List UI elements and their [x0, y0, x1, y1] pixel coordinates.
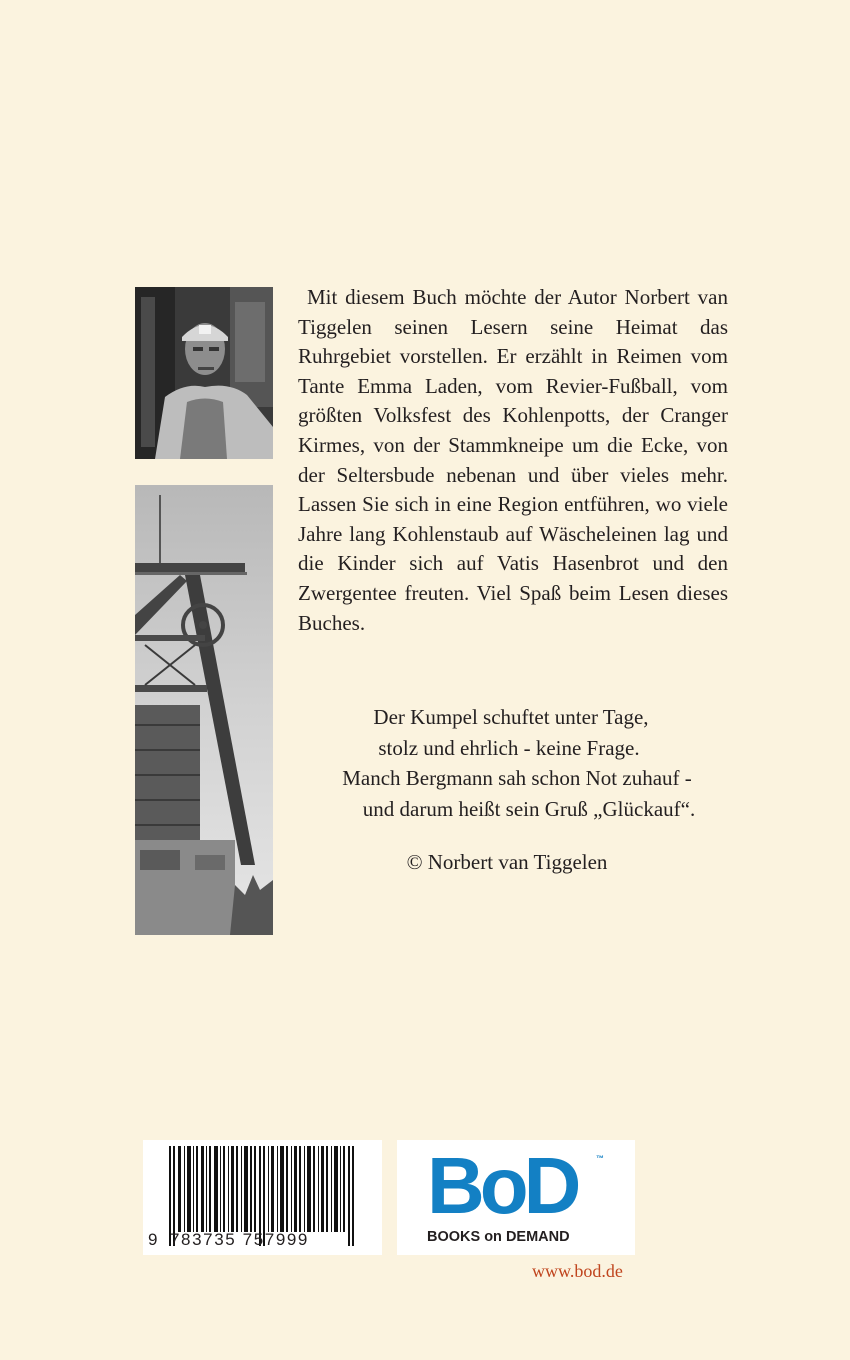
- isbn-digits: 783735 757999: [170, 1230, 309, 1249]
- poem-line: und darum heißt sein Gruß „Glückauf“.: [362, 796, 696, 821]
- poem-line: Der Kumpel schuftet unter Tage,: [373, 705, 649, 729]
- poem: [298, 702, 716, 824]
- headframe-photo: [135, 485, 273, 935]
- book-blurb: Mit diesem Buch möchte der Autor Norbert van Tiggelen seinen Lesern seine Heimat das Ruhrgebiet vorstellen. Er erzählt in Reimen vom Tante Emma Laden, vom Revier-Fußball, vom größten Volksfest des Kohlenpotts, der Cranger Kirmes, von der Stammkneipe um die Ecke, von der Seltersbude nebenan und über vieles mehr. Lassen Sie sich in eine Region entführen, wo viele Jahre lang Kohlenstaub auf Wäscheleinen lag und die Kinder sich auf Vatis Hasenbrot und den Zwergentee freuten. Viel Spaß beim Lesen dieses Buches.: [298, 285, 728, 635]
- publisher-tagline: BOOKS on DEMAND: [427, 1229, 570, 1245]
- isbn-barcode: [143, 1140, 382, 1255]
- poem-line: stolz und ehrlich - keine Frage.: [378, 735, 640, 760]
- poem-line: Manch Bergmann sah schon Not zuhauf -: [342, 766, 692, 790]
- publisher-logo: [397, 1140, 635, 1255]
- trademark-mark: ™: [596, 1154, 604, 1163]
- isbn-lead-digit: 9: [148, 1230, 160, 1249]
- miner-photo: [135, 287, 273, 459]
- publisher-website: www.bod.de: [532, 1261, 623, 1281]
- bod-logo-text: BoD: [427, 1141, 577, 1230]
- copyright-line: © Norbert van Tiggelen: [406, 850, 608, 874]
